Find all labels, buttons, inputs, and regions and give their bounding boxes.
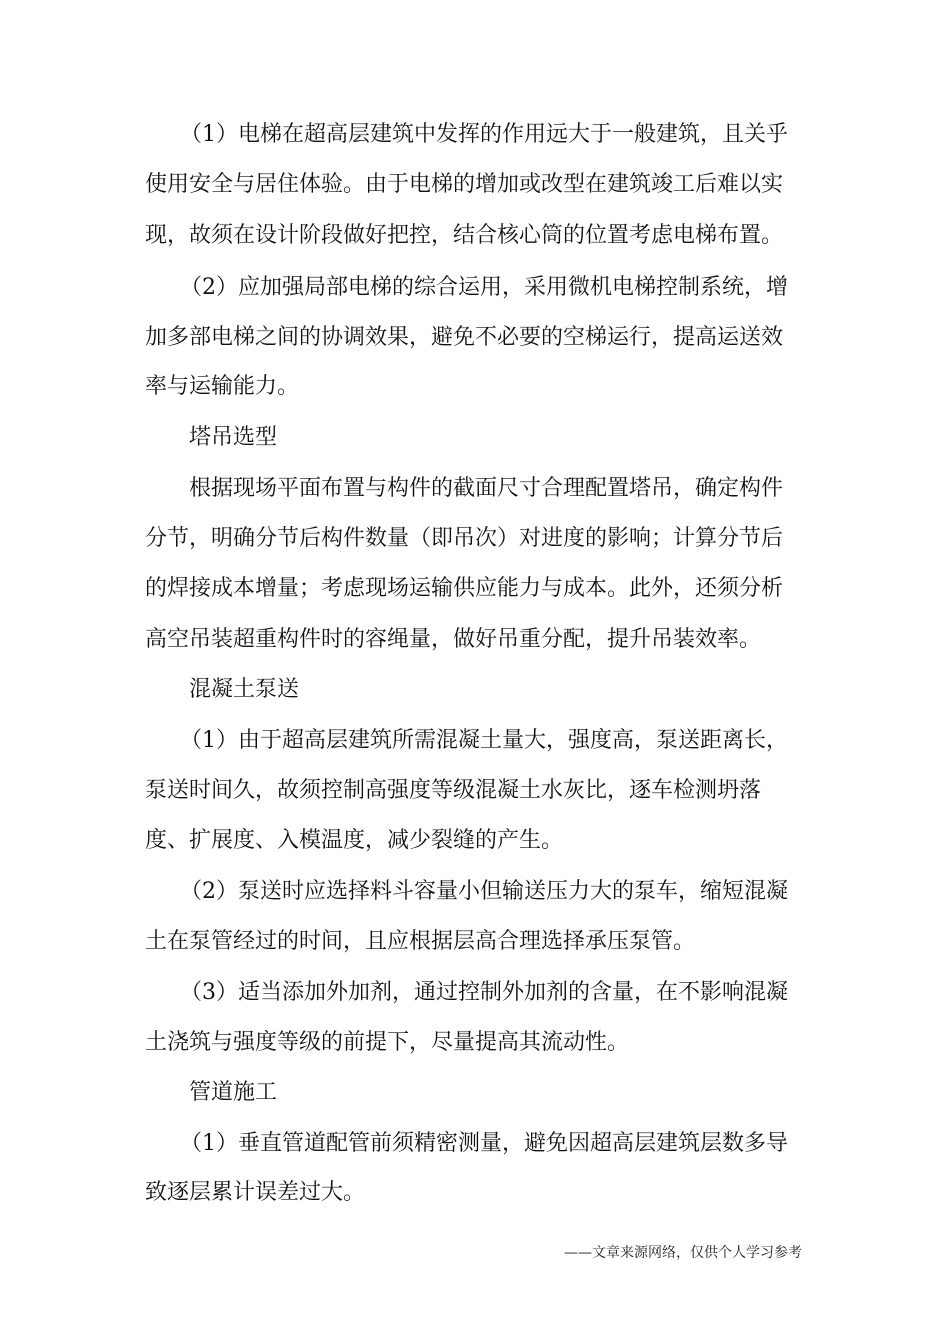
paragraph-line: 土在泵管经过的时间，且应根据层高合理选择承压泵管。: [145, 929, 696, 954]
paragraph-line: 度、扩展度、入模温度，减少裂缝的产生。: [145, 828, 564, 853]
paragraph-line: 率与运输能力。: [145, 374, 300, 399]
paragraph-line: 泵送时间久，故须控制高强度等级混凝土水灰比，逐车检测坍落: [145, 778, 762, 803]
paragraph-line: （1）电梯在超高层建筑中发挥的作用远大于一般建筑，且关乎: [180, 122, 788, 147]
paragraph-line: 加多部电梯之间的协调效果，避免不必要的空梯运行，提高运送效: [145, 325, 784, 350]
paragraph-line: （1）垂直管道配管前须精密测量，避免因超高层建筑层数多导: [180, 1131, 788, 1156]
paragraph-line: 分节，明确分节后构件数量（即吊次）对进度的影响；计算分节后: [145, 526, 784, 551]
paragraph-line: 根据现场平面布置与构件的截面尺寸合理配置塔吊，确定构件: [189, 476, 784, 501]
paragraph-line: 高空吊装超重构件时的容绳量，做好吊重分配，提升吊装效率。: [145, 627, 762, 652]
paragraph-line: 土浇筑与强度等级的前提下，尽量提高其流动性。: [145, 1030, 630, 1055]
paragraph-line: 致逐层累计误差过大。: [145, 1180, 366, 1205]
paragraph-line: （2）应加强局部电梯的综合运用，采用微机电梯控制系统，增: [180, 275, 788, 300]
paragraph-line: （1）由于超高层建筑所需混凝土量大，强度高，泵送距离长，: [180, 728, 788, 753]
paragraph-line: 现，故须在设计阶段做好把控，结合核心筒的位置考虑电梯布置。: [145, 223, 784, 248]
paragraph-line: 使用安全与居住体验。由于电梯的增加或改型在建筑竣工后难以实: [145, 172, 784, 197]
section-heading: 管道施工: [189, 1080, 278, 1105]
footer-note: ——文章来源网络，仅供个人学习参考: [564, 1245, 802, 1261]
paragraph-line: （2）泵送时应选择料斗容量小但输送压力大的泵车，缩短混凝: [180, 879, 788, 904]
section-heading: 混凝土泵送: [189, 677, 300, 702]
section-heading: 塔吊选型: [189, 425, 278, 450]
paragraph-line: （3）适当添加外加剂，通过控制外加剂的含量，在不影响混凝: [180, 980, 788, 1005]
paragraph-line: 的焊接成本增量；考虑现场运输供应能力与成本。此外，还须分析: [145, 576, 784, 601]
